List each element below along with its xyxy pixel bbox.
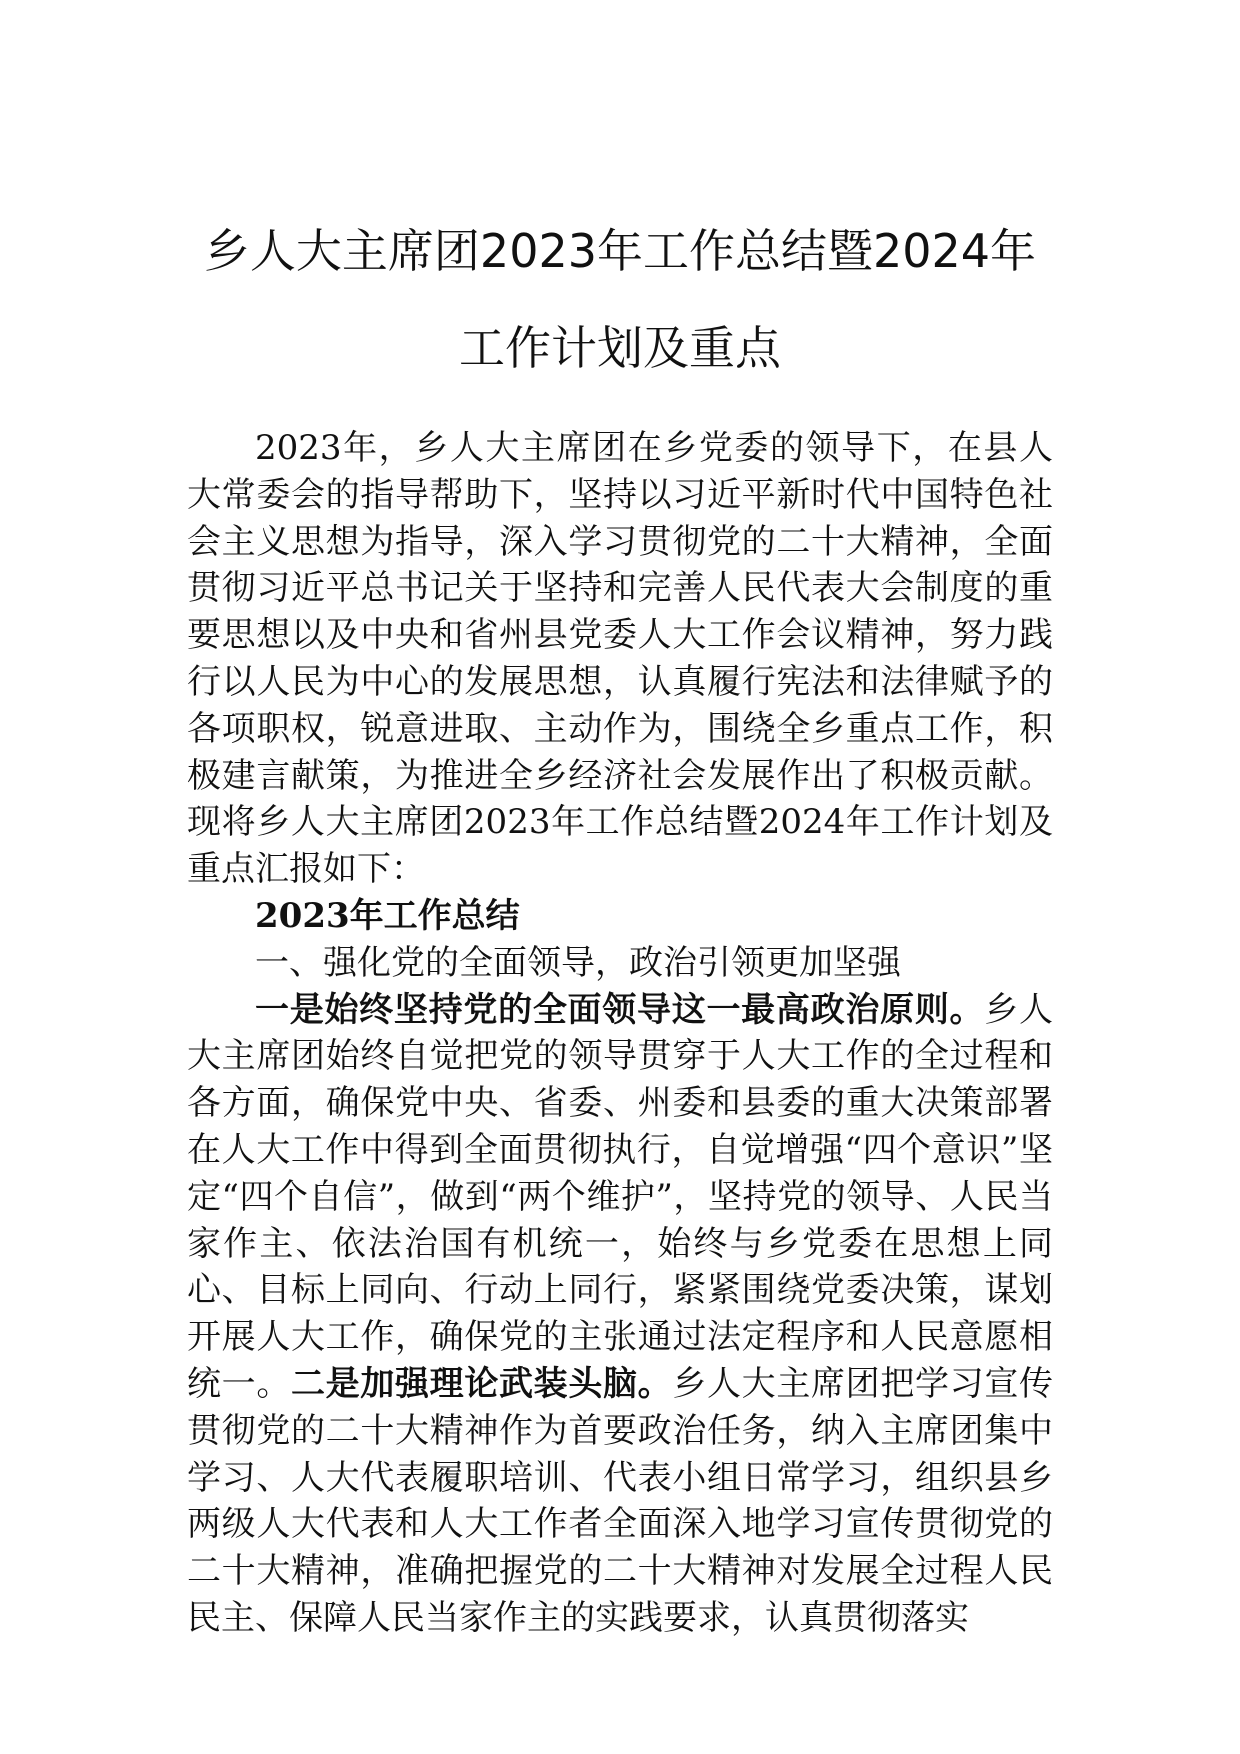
document-body xyxy=(187,425,1053,1642)
subsection-heading: 一、强化党的全面领导，政治引领更加坚强 xyxy=(255,942,901,983)
section-heading: 2023年工作总结 xyxy=(255,895,520,936)
document-title: 乡人大主席团2023年工作总结暨2024年工作计划及重点 xyxy=(203,224,1037,375)
point2-body: 乡人大主席团把学习宣传贯彻党的二十大精神作为首要政治任务，纳入主席团集中学习、人大代表履职培训、代表小组日常学习，组织县乡两级人大代表和人大工作者全面深入地学习宣传贯彻党的二十大精神，准确把握党的二十大精神对发展全过程人民民主、保障人民当家作主的实践要求，认真贯彻落实 xyxy=(187,1363,1054,1638)
intro-paragraph: 2023年，乡人大主席团在乡党委的领导下，在县人大常委会的指导帮助下，坚持以习近平新时代中国特色社会主义思想为指导，深入学习贯彻党的二十大精神，全面贯彻习近平总书记关于坚持和完善人民代表大会制度的重要思想以及中央和省州县党委人大工作会议精神，努力践行以人民为中心的发展思想，认真履行宪法和法律赋予的各项职权，锐意进取、主动作为，围绕全乡重点工作，积极建言献策，为推进全乡经济社会发展作出了积极贡献。现将乡人大主席团2023年工作总结暨2024年工作计划及重点汇报如下： xyxy=(187,428,1053,890)
point2-lead: 二是加强理论武装头脑。 xyxy=(291,1363,673,1404)
point1-body: 乡人大主席团始终自觉把党的领导贯穿于人大工作的全过程和各方面，确保党中央、省委、州委和县委的重大决策部署在人大工作中得到全面贯彻执行，自觉增强“四个意识”坚定“四个自信”，做到“两个维护”，坚持党的领导、人民当家作主、依法治国有机统一，始终与乡党委在思想上同心、目标上同向、行动上同行，紧紧围绕党委决策，谋划开展人大工作，确保党的主张通过法定程序和人民意愿相统一。 xyxy=(187,989,1054,1404)
point1-lead: 一是始终坚持党的全面领导这一最高政治原则。 xyxy=(255,989,985,1030)
point-paragraph xyxy=(187,987,1053,1642)
